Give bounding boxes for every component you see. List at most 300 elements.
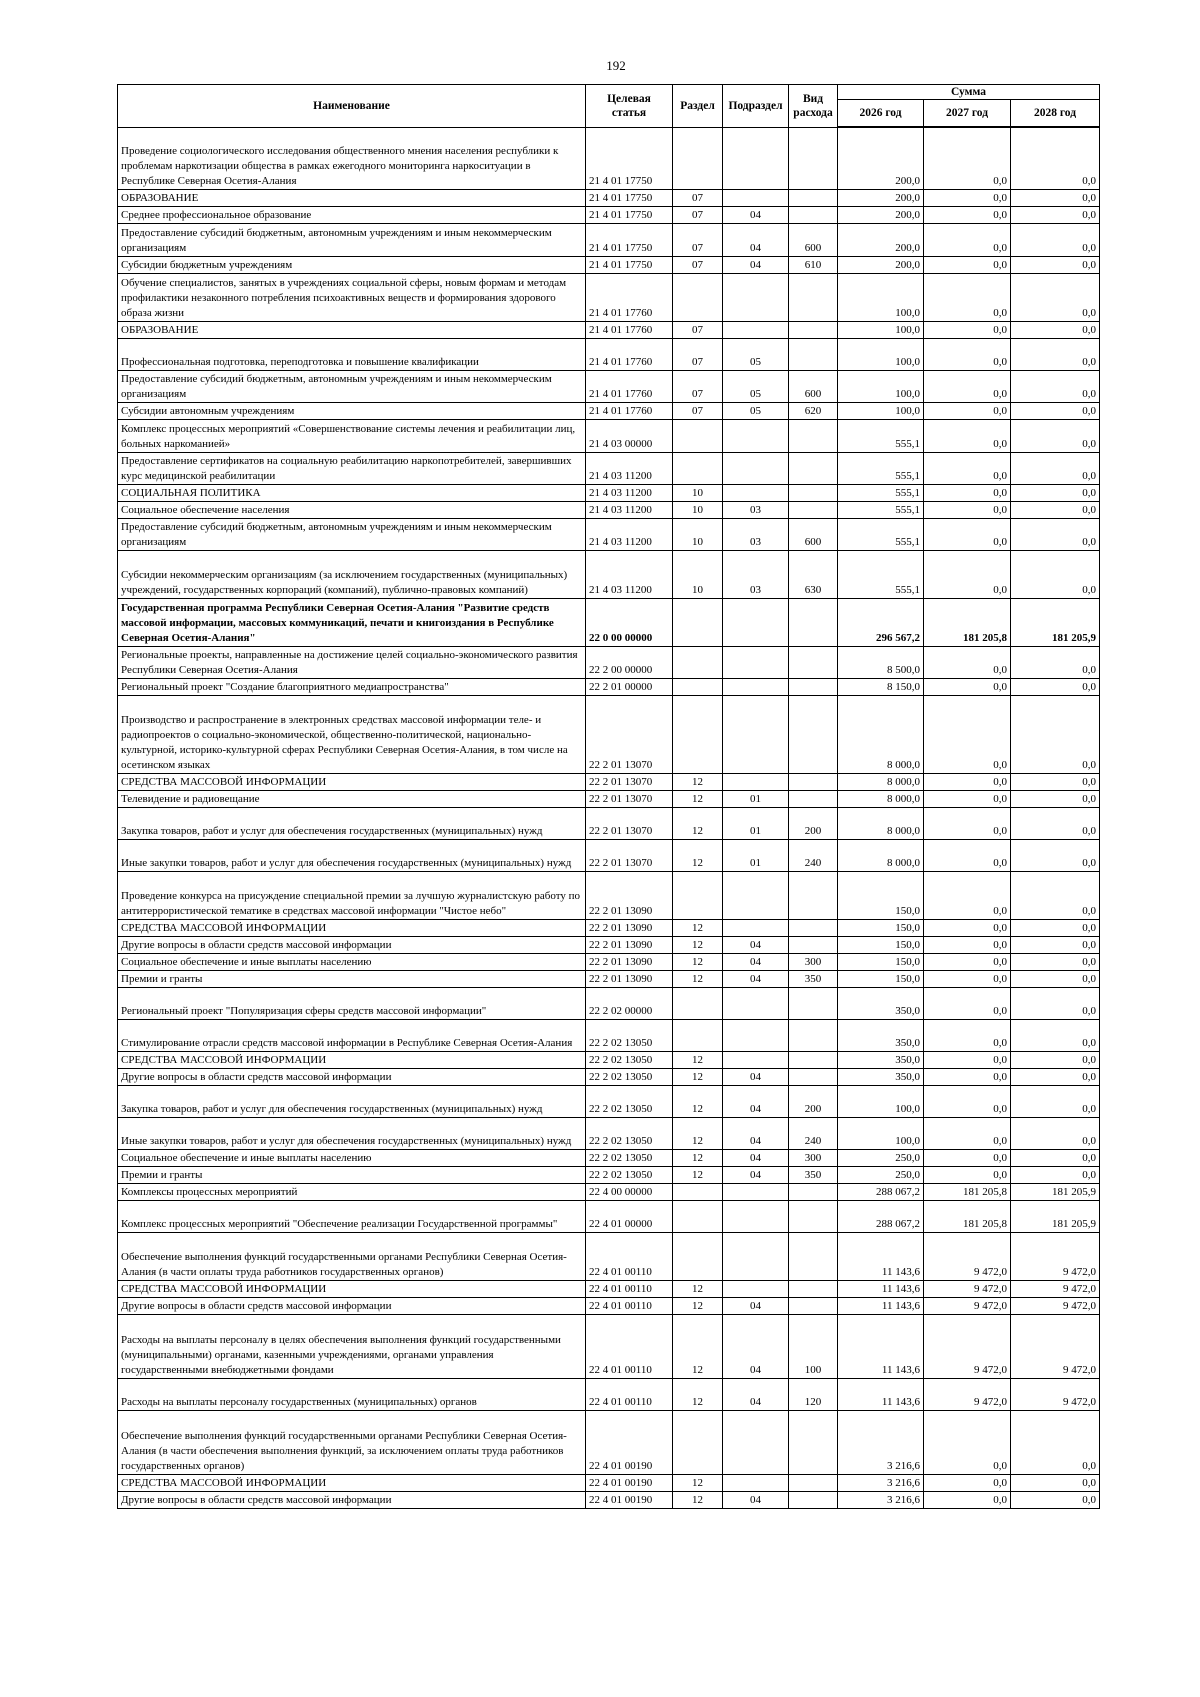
row-sum-2026: 3 216,6	[838, 1410, 924, 1474]
row-sum-2026: 3 216,6	[838, 1474, 924, 1491]
col-header-subsection: Подраздел	[723, 85, 789, 128]
row-sum-2026: 555,1	[838, 452, 924, 484]
row-sum-2026: 200,0	[838, 189, 924, 206]
row-sum-2028: 0,0	[1011, 1019, 1100, 1051]
table-row	[118, 1085, 1100, 1117]
row-subsection	[723, 127, 789, 189]
row-section: 07	[673, 256, 723, 273]
row-target-code: 21 4 01 17760	[586, 402, 673, 419]
row-section	[673, 452, 723, 484]
table-row	[118, 919, 1100, 936]
row-name: Обеспечение выполнения функций государственными органами Республики Северная Осетия-Алания (в части обеспечения выполнения функций, за исключением оплаты труда работников государственных органов)	[118, 1410, 586, 1474]
row-name: Телевидение и радиовещание	[118, 790, 586, 807]
row-name: ОБРАЗОВАНИЕ	[118, 321, 586, 338]
row-name: Премии и гранты	[118, 1166, 586, 1183]
row-section: 12	[673, 919, 723, 936]
budget-table	[117, 84, 1100, 1509]
table-row	[118, 189, 1100, 206]
row-name: Обеспечение выполнения функций государственными органами Республики Северная Осетия-Алания (в части оплаты труда работников государственных органов)	[118, 1232, 586, 1280]
row-subsection: 03	[723, 501, 789, 518]
row-subsection	[723, 452, 789, 484]
row-target-code: 22 2 02 13050	[586, 1019, 673, 1051]
row-section: 12	[673, 1378, 723, 1410]
row-subsection	[723, 419, 789, 452]
row-section	[673, 678, 723, 695]
row-target-code: 22 0 00 00000	[586, 598, 673, 646]
table-row	[118, 1051, 1100, 1068]
row-sum-2026: 3 216,6	[838, 1491, 924, 1508]
row-sum-2028: 9 472,0	[1011, 1378, 1100, 1410]
row-sum-2026: 350,0	[838, 987, 924, 1019]
table-row	[118, 370, 1100, 402]
row-target-code: 22 2 02 13050	[586, 1085, 673, 1117]
table-row	[118, 807, 1100, 839]
table-row	[118, 1474, 1100, 1491]
row-sum-2026: 100,0	[838, 370, 924, 402]
table-row	[118, 1149, 1100, 1166]
row-sum-2028: 0,0	[1011, 550, 1100, 598]
row-subsection: 04	[723, 223, 789, 256]
row-target-code: 21 4 03 00000	[586, 419, 673, 452]
row-sum-2028: 181 205,9	[1011, 1200, 1100, 1232]
row-section	[673, 871, 723, 919]
row-target-code: 22 2 01 13070	[586, 790, 673, 807]
row-section	[673, 1019, 723, 1051]
row-section	[673, 273, 723, 321]
table-row	[118, 518, 1100, 550]
row-sum-2027: 0,0	[924, 1410, 1011, 1474]
row-subsection: 04	[723, 206, 789, 223]
row-section: 12	[673, 970, 723, 987]
col-header-target: Целевая статья	[586, 85, 673, 128]
row-sum-2028: 0,0	[1011, 839, 1100, 871]
table-row	[118, 127, 1100, 189]
row-name: Региональные проекты, направленные на достижение целей социально-экономического развития Республики Северная Осетия-Алания	[118, 646, 586, 678]
row-expense-type	[789, 1019, 838, 1051]
row-sum-2026: 11 143,6	[838, 1314, 924, 1378]
row-sum-2026: 350,0	[838, 1051, 924, 1068]
row-expense-type	[789, 189, 838, 206]
row-expense-type: 610	[789, 256, 838, 273]
row-expense-type	[789, 1474, 838, 1491]
row-name: Расходы на выплаты персоналу в целях обеспечения выполнения функций государственными (муниципальными) органами, казенными учреждениями, органами управления государственными внебюджетными фондами	[118, 1314, 586, 1378]
row-sum-2027: 0,0	[924, 484, 1011, 501]
row-target-code: 22 2 01 13070	[586, 807, 673, 839]
row-expense-type	[789, 338, 838, 370]
col-header-2028: 2028 год	[1011, 100, 1100, 128]
row-sum-2027: 0,0	[924, 936, 1011, 953]
row-name: Закупка товаров, работ и услуг для обеспечения государственных (муниципальных) нужд	[118, 807, 586, 839]
row-section: 12	[673, 1051, 723, 1068]
row-target-code: 22 2 01 13090	[586, 953, 673, 970]
row-target-code: 22 4 01 00110	[586, 1232, 673, 1280]
table-row	[118, 452, 1100, 484]
row-sum-2028: 0,0	[1011, 695, 1100, 773]
row-subsection: 04	[723, 970, 789, 987]
row-name: Комплекс процессных мероприятий "Обеспечение реализации Государственной программы"	[118, 1200, 586, 1232]
row-sum-2027: 0,0	[924, 790, 1011, 807]
row-section	[673, 127, 723, 189]
row-sum-2028: 9 472,0	[1011, 1232, 1100, 1280]
row-sum-2028: 0,0	[1011, 402, 1100, 419]
row-expense-type: 240	[789, 1117, 838, 1149]
row-sum-2028: 0,0	[1011, 1117, 1100, 1149]
table-row	[118, 1019, 1100, 1051]
table-row	[118, 695, 1100, 773]
row-target-code: 22 2 02 00000	[586, 987, 673, 1019]
row-sum-2027: 9 472,0	[924, 1232, 1011, 1280]
row-expense-type: 300	[789, 953, 838, 970]
row-sum-2026: 8 500,0	[838, 646, 924, 678]
row-name: ОБРАЗОВАНИЕ	[118, 189, 586, 206]
row-name: Региональный проект "Популяризация сферы средств массовой информации"	[118, 987, 586, 1019]
row-target-code: 22 2 01 13090	[586, 936, 673, 953]
row-expense-type: 200	[789, 1085, 838, 1117]
row-section: 10	[673, 550, 723, 598]
row-subsection: 05	[723, 338, 789, 370]
row-sum-2028: 0,0	[1011, 678, 1100, 695]
table-row	[118, 256, 1100, 273]
row-sum-2027: 0,0	[924, 321, 1011, 338]
row-subsection	[723, 1019, 789, 1051]
row-subsection: 04	[723, 1117, 789, 1149]
row-subsection: 03	[723, 550, 789, 598]
row-expense-type	[789, 484, 838, 501]
row-sum-2028: 0,0	[1011, 1410, 1100, 1474]
row-sum-2026: 100,0	[838, 321, 924, 338]
row-expense-type: 200	[789, 807, 838, 839]
row-expense-type: 300	[789, 1149, 838, 1166]
row-name: Среднее профессиональное образование	[118, 206, 586, 223]
row-expense-type	[789, 419, 838, 452]
row-name: Субсидии некоммерческим организациям (за исключением государственных (муниципальных) учреждений, государственных корпораций (компаний), публично-правовых компаний)	[118, 550, 586, 598]
row-subsection	[723, 773, 789, 790]
row-target-code: 22 2 01 13070	[586, 695, 673, 773]
table-row	[118, 936, 1100, 953]
row-expense-type	[789, 452, 838, 484]
row-sum-2026: 150,0	[838, 970, 924, 987]
row-target-code: 22 2 02 13050	[586, 1068, 673, 1085]
row-sum-2027: 181 205,8	[924, 1200, 1011, 1232]
row-subsection	[723, 678, 789, 695]
row-section: 12	[673, 807, 723, 839]
row-sum-2027: 0,0	[924, 256, 1011, 273]
row-sum-2026: 11 143,6	[838, 1297, 924, 1314]
row-name: Закупка товаров, работ и услуг для обеспечения государственных (муниципальных) нужд	[118, 1085, 586, 1117]
row-section	[673, 419, 723, 452]
row-section: 10	[673, 501, 723, 518]
row-sum-2026: 350,0	[838, 1068, 924, 1085]
row-expense-type	[789, 987, 838, 1019]
row-name: Социальное обеспечение населения	[118, 501, 586, 518]
row-sum-2026: 250,0	[838, 1149, 924, 1166]
row-sum-2028: 0,0	[1011, 518, 1100, 550]
row-target-code: 21 4 01 17750	[586, 223, 673, 256]
row-sum-2028: 9 472,0	[1011, 1314, 1100, 1378]
table-row	[118, 1117, 1100, 1149]
row-sum-2026: 11 143,6	[838, 1378, 924, 1410]
table-row	[118, 1200, 1100, 1232]
table-row	[118, 1232, 1100, 1280]
row-expense-type	[789, 206, 838, 223]
row-sum-2027: 0,0	[924, 970, 1011, 987]
row-name: СРЕДСТВА МАССОВОЙ ИНФОРМАЦИИ	[118, 919, 586, 936]
row-expense-type	[789, 646, 838, 678]
row-sum-2028: 0,0	[1011, 127, 1100, 189]
row-sum-2028: 0,0	[1011, 419, 1100, 452]
table-row	[118, 987, 1100, 1019]
row-section: 12	[673, 1166, 723, 1183]
row-subsection	[723, 1410, 789, 1474]
table-body	[118, 127, 1100, 1508]
row-sum-2026: 200,0	[838, 206, 924, 223]
row-sum-2027: 0,0	[924, 807, 1011, 839]
row-name: Иные закупки товаров, работ и услуг для обеспечения государственных (муниципальных) нужд	[118, 839, 586, 871]
row-expense-type	[789, 1200, 838, 1232]
table-row	[118, 678, 1100, 695]
row-name: Предоставление субсидий бюджетным, автономным учреждениям и иным некоммерческим организациям	[118, 370, 586, 402]
row-sum-2026: 250,0	[838, 1166, 924, 1183]
row-section	[673, 987, 723, 1019]
col-header-section: Раздел	[673, 85, 723, 128]
row-sum-2027: 9 472,0	[924, 1378, 1011, 1410]
row-section: 07	[673, 206, 723, 223]
table-row	[118, 1166, 1100, 1183]
row-expense-type	[789, 321, 838, 338]
row-sum-2028: 0,0	[1011, 321, 1100, 338]
row-subsection: 04	[723, 1085, 789, 1117]
row-section: 12	[673, 1314, 723, 1378]
row-section: 07	[673, 402, 723, 419]
row-target-code: 22 2 01 13070	[586, 773, 673, 790]
row-sum-2028: 0,0	[1011, 452, 1100, 484]
row-sum-2026: 8 000,0	[838, 790, 924, 807]
row-subsection	[723, 273, 789, 321]
table-row	[118, 419, 1100, 452]
row-subsection: 04	[723, 1314, 789, 1378]
row-sum-2027: 0,0	[924, 646, 1011, 678]
row-sum-2028: 0,0	[1011, 1166, 1100, 1183]
row-sum-2026: 100,0	[838, 1085, 924, 1117]
table-row	[118, 1314, 1100, 1378]
row-section: 12	[673, 936, 723, 953]
row-sum-2027: 0,0	[924, 773, 1011, 790]
row-target-code: 22 2 02 13050	[586, 1166, 673, 1183]
row-sum-2027: 0,0	[924, 1068, 1011, 1085]
row-target-code: 22 4 01 00110	[586, 1378, 673, 1410]
row-sum-2026: 150,0	[838, 871, 924, 919]
row-sum-2026: 100,0	[838, 1117, 924, 1149]
row-sum-2027: 0,0	[924, 127, 1011, 189]
row-sum-2026: 350,0	[838, 1019, 924, 1051]
row-target-code: 22 2 01 00000	[586, 678, 673, 695]
row-sum-2027: 9 472,0	[924, 1280, 1011, 1297]
row-sum-2028: 0,0	[1011, 1491, 1100, 1508]
row-section: 12	[673, 953, 723, 970]
row-name: СРЕДСТВА МАССОВОЙ ИНФОРМАЦИИ	[118, 1474, 586, 1491]
row-target-code: 22 2 00 00000	[586, 646, 673, 678]
row-name: Проведение конкурса на присуждение специальной премии за лучшую журналистскую работу по антитеррористической тематике в средствах массовой информации "Чистое небо"	[118, 871, 586, 919]
row-subsection	[723, 1051, 789, 1068]
table-row	[118, 1410, 1100, 1474]
row-section: 12	[673, 1085, 723, 1117]
row-name: Предоставление субсидий бюджетным, автономным учреждениям и иным некоммерческим организациям	[118, 223, 586, 256]
row-sum-2027: 0,0	[924, 839, 1011, 871]
row-section: 12	[673, 1280, 723, 1297]
row-subsection	[723, 695, 789, 773]
row-expense-type	[789, 1297, 838, 1314]
row-sum-2026: 8 000,0	[838, 773, 924, 790]
table-row	[118, 484, 1100, 501]
row-name: Предоставление сертификатов на социальную реабилитацию наркопотребителей, завершивших курс медицинской реабилитации	[118, 452, 586, 484]
row-section	[673, 1410, 723, 1474]
row-sum-2027: 0,0	[924, 419, 1011, 452]
row-name: Другие вопросы в области средств массовой информации	[118, 1297, 586, 1314]
table-row	[118, 1297, 1100, 1314]
row-section: 07	[673, 189, 723, 206]
row-subsection	[723, 987, 789, 1019]
row-expense-type: 600	[789, 370, 838, 402]
row-sum-2026: 8 000,0	[838, 695, 924, 773]
row-expense-type: 240	[789, 839, 838, 871]
row-sum-2027: 0,0	[924, 518, 1011, 550]
table-row	[118, 206, 1100, 223]
row-sum-2027: 0,0	[924, 338, 1011, 370]
table-row	[118, 402, 1100, 419]
row-expense-type	[789, 1232, 838, 1280]
row-expense-type	[789, 1051, 838, 1068]
row-name: Социальное обеспечение и иные выплаты населению	[118, 953, 586, 970]
row-sum-2027: 0,0	[924, 273, 1011, 321]
row-section: 12	[673, 1474, 723, 1491]
row-subsection: 03	[723, 518, 789, 550]
row-name: СРЕДСТВА МАССОВОЙ ИНФОРМАЦИИ	[118, 1051, 586, 1068]
table-row	[118, 1183, 1100, 1200]
row-target-code: 22 4 01 00190	[586, 1491, 673, 1508]
row-expense-type: 350	[789, 970, 838, 987]
row-target-code: 22 2 01 13090	[586, 871, 673, 919]
row-sum-2028: 0,0	[1011, 953, 1100, 970]
row-target-code: 21 4 01 17760	[586, 321, 673, 338]
row-sum-2026: 150,0	[838, 936, 924, 953]
row-name: Комплекс процессных мероприятий «Совершенствование системы лечения и реабилитации лиц, больных наркоманией»	[118, 419, 586, 452]
row-subsection: 04	[723, 953, 789, 970]
row-sum-2027: 181 205,8	[924, 598, 1011, 646]
row-name: Премии и гранты	[118, 970, 586, 987]
row-expense-type	[789, 1410, 838, 1474]
row-sum-2028: 0,0	[1011, 936, 1100, 953]
row-sum-2026: 8 000,0	[838, 839, 924, 871]
row-subsection	[723, 189, 789, 206]
row-name: Предоставление субсидий бюджетным, автономным учреждениям и иным некоммерческим организациям	[118, 518, 586, 550]
row-target-code: 22 4 01 00110	[586, 1280, 673, 1297]
row-target-code: 22 2 01 13090	[586, 970, 673, 987]
table-row	[118, 1491, 1100, 1508]
row-subsection	[723, 1474, 789, 1491]
row-expense-type	[789, 501, 838, 518]
row-expense-type: 350	[789, 1166, 838, 1183]
row-target-code: 22 2 01 13090	[586, 919, 673, 936]
row-sum-2026: 8 000,0	[838, 807, 924, 839]
row-section: 10	[673, 518, 723, 550]
row-expense-type	[789, 127, 838, 189]
row-section: 12	[673, 1297, 723, 1314]
row-target-code: 21 4 01 17750	[586, 206, 673, 223]
row-sum-2028: 0,0	[1011, 646, 1100, 678]
row-section	[673, 598, 723, 646]
row-sum-2027: 0,0	[924, 695, 1011, 773]
row-section	[673, 646, 723, 678]
row-expense-type: 100	[789, 1314, 838, 1378]
row-sum-2027: 0,0	[924, 370, 1011, 402]
row-sum-2027: 181 205,8	[924, 1183, 1011, 1200]
row-sum-2027: 0,0	[924, 1166, 1011, 1183]
row-target-code: 22 4 00 00000	[586, 1183, 673, 1200]
table-row	[118, 321, 1100, 338]
row-sum-2028: 0,0	[1011, 773, 1100, 790]
row-name: Другие вопросы в области средств массовой информации	[118, 936, 586, 953]
row-section: 07	[673, 338, 723, 370]
row-target-code: 21 4 03 11200	[586, 518, 673, 550]
row-target-code: 21 4 01 17750	[586, 189, 673, 206]
row-name: Проведение социологического исследования общественного мнения населения республики к проблемам наркотизации общества в рамках ежегодного мониторинга наркоситуации в Республике Северная Осетия-Алания	[118, 127, 586, 189]
row-section	[673, 695, 723, 773]
row-sum-2027: 0,0	[924, 1019, 1011, 1051]
row-sum-2027: 0,0	[924, 678, 1011, 695]
row-sum-2026: 100,0	[838, 273, 924, 321]
row-sum-2027: 9 472,0	[924, 1314, 1011, 1378]
row-expense-type	[789, 273, 838, 321]
row-target-code: 21 4 01 17760	[586, 273, 673, 321]
row-expense-type	[789, 695, 838, 773]
row-section: 12	[673, 1491, 723, 1508]
row-subsection: 04	[723, 1491, 789, 1508]
row-subsection: 01	[723, 807, 789, 839]
row-sum-2026: 555,1	[838, 484, 924, 501]
row-sum-2028: 0,0	[1011, 206, 1100, 223]
row-sum-2028: 0,0	[1011, 1474, 1100, 1491]
row-sum-2026: 8 150,0	[838, 678, 924, 695]
row-sum-2027: 0,0	[924, 452, 1011, 484]
row-section: 10	[673, 484, 723, 501]
row-expense-type	[789, 919, 838, 936]
row-subsection: 04	[723, 1166, 789, 1183]
row-target-code: 21 4 03 11200	[586, 452, 673, 484]
row-subsection: 04	[723, 1297, 789, 1314]
table-row	[118, 338, 1100, 370]
row-sum-2027: 0,0	[924, 402, 1011, 419]
row-sum-2027: 0,0	[924, 189, 1011, 206]
row-sum-2027: 0,0	[924, 953, 1011, 970]
table-row	[118, 1280, 1100, 1297]
row-sum-2026: 555,1	[838, 550, 924, 598]
col-header-2027: 2027 год	[924, 100, 1011, 128]
row-sum-2026: 200,0	[838, 127, 924, 189]
row-sum-2028: 0,0	[1011, 501, 1100, 518]
row-expense-type	[789, 1280, 838, 1297]
row-target-code: 22 4 01 00110	[586, 1297, 673, 1314]
row-sum-2026: 288 067,2	[838, 1183, 924, 1200]
col-header-sum: Сумма	[838, 85, 1100, 100]
row-section: 12	[673, 839, 723, 871]
table-row	[118, 773, 1100, 790]
row-sum-2028: 181 205,9	[1011, 598, 1100, 646]
row-sum-2026: 100,0	[838, 402, 924, 419]
row-sum-2026: 288 067,2	[838, 1200, 924, 1232]
row-expense-type	[789, 790, 838, 807]
row-name: Комплексы процессных мероприятий	[118, 1183, 586, 1200]
row-expense-type	[789, 1068, 838, 1085]
